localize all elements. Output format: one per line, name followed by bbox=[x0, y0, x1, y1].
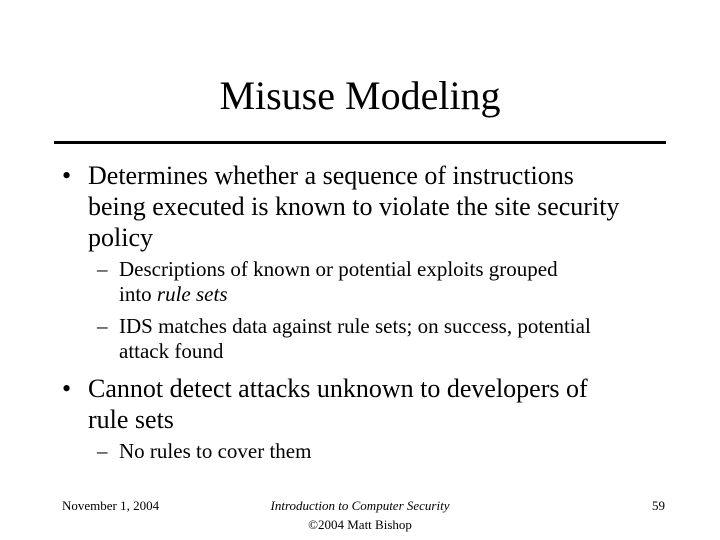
dash-glyph: – bbox=[97, 257, 108, 281]
bullet-line: rule sets bbox=[88, 405, 174, 434]
bullet-line: policy bbox=[88, 223, 153, 252]
dash-glyph: – bbox=[97, 439, 108, 463]
bullet-glyph: • bbox=[62, 374, 72, 403]
footer-date: November 1, 2004 bbox=[62, 498, 160, 513]
bullet-line: Determines whether a sequence of instructions bbox=[88, 161, 574, 190]
page-number: 59 bbox=[652, 498, 665, 513]
sub-bullet-line: No rules to cover them bbox=[119, 439, 312, 463]
sub-bullet-text bbox=[119, 439, 679, 464]
sub-bullet-line bbox=[119, 282, 679, 307]
bullet-text bbox=[88, 160, 678, 253]
sub-bullet-line: Descriptions of known or potential exploits grouped bbox=[119, 257, 558, 281]
sub-bullet-line-prefix: into bbox=[119, 282, 157, 306]
bullet-glyph: • bbox=[62, 161, 72, 190]
footer-copyright: ©2004 Matt Bishop bbox=[308, 517, 412, 532]
sub-bullet-text bbox=[119, 314, 679, 364]
dash-glyph: – bbox=[97, 314, 108, 338]
title-divider bbox=[54, 141, 666, 144]
footer-course-info bbox=[210, 496, 510, 534]
slide-title: Misuse Modeling bbox=[219, 73, 501, 118]
bullet-line: being executed is known to violate the site security bbox=[88, 192, 620, 221]
sub-bullet-text bbox=[119, 257, 679, 307]
rule-sets-emphasis: rule sets bbox=[156, 282, 228, 306]
sub-bullet-line: attack found bbox=[119, 339, 224, 363]
footer-course-title: Introduction to Computer Security bbox=[270, 498, 450, 513]
bullet-line: Cannot detect attacks unknown to developers of bbox=[88, 374, 588, 403]
sub-bullet-line: IDS matches data against rule sets; on success, potential bbox=[119, 314, 591, 338]
bullet-text bbox=[88, 373, 678, 435]
